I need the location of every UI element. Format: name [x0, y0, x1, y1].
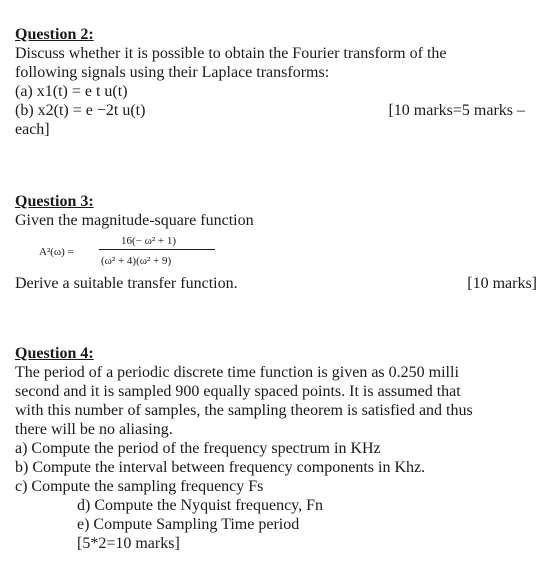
question-3-derive-row — [15, 274, 535, 293]
question-4-line: with this number of samples, the sampling theorem is satisfied and thus — [15, 402, 473, 419]
question-2-line: following signals using their Laplace transforms: — [15, 64, 330, 81]
question-4-line: The period of a periodic discrete time function is given as 0.250 milli — [15, 364, 459, 381]
question-3-title: Question 3: — [15, 193, 94, 210]
question-3-derive: Derive a suitable transfer function. — [15, 275, 238, 292]
question-3 — [15, 192, 535, 293]
question-2 — [15, 25, 535, 139]
question-2-marks-cont: each] — [15, 121, 50, 138]
question-2-part-b: (b) x2(t) = e −2t u(t) — [15, 102, 146, 119]
question-2-marks: [10 marks=5 marks – — [388, 102, 525, 119]
question-2-part-b-row — [15, 101, 535, 120]
question-4-line: second and it is sampled 900 equally spaced points. It is assumed that — [15, 383, 461, 400]
question-4-title: Question 4: — [15, 345, 94, 362]
question-4-part-d: d) Compute the Nyquist frequency, Fn — [77, 497, 324, 514]
equation-numerator: 16(− ω² + 1) — [121, 235, 177, 247]
question-3-intro: Given the magnitude-square function — [15, 212, 254, 229]
question-4-part-b: b) Compute the interval between frequency components in Khz. — [15, 459, 426, 476]
question-4-line: there will be no aliasing. — [15, 421, 173, 438]
magnitude-square-equation — [15, 230, 535, 272]
question-3-marks: [10 marks] — [467, 275, 537, 292]
question-4-part-a: a) Compute the period of the frequency spectrum in KHz — [15, 440, 381, 457]
question-2-part-a: (a) x1(t) = e t u(t) — [15, 83, 128, 100]
question-4-marks: [5*2=10 marks] — [77, 535, 180, 552]
equation-lhs: A²(ω) = — [39, 246, 74, 258]
question-2-title: Question 2: — [15, 26, 94, 43]
question-4-part-c: c) Compute the sampling frequency Fs — [15, 478, 264, 495]
equation-denominator: (ω² + 4)(ω² + 9) — [101, 255, 172, 267]
question-4-part-e: e) Compute Sampling Time period — [77, 516, 300, 533]
question-2-line: Discuss whether it is possible to obtain the Fourier transform of the — [15, 45, 447, 62]
fraction-bar — [99, 249, 215, 250]
question-4 — [15, 344, 535, 553]
